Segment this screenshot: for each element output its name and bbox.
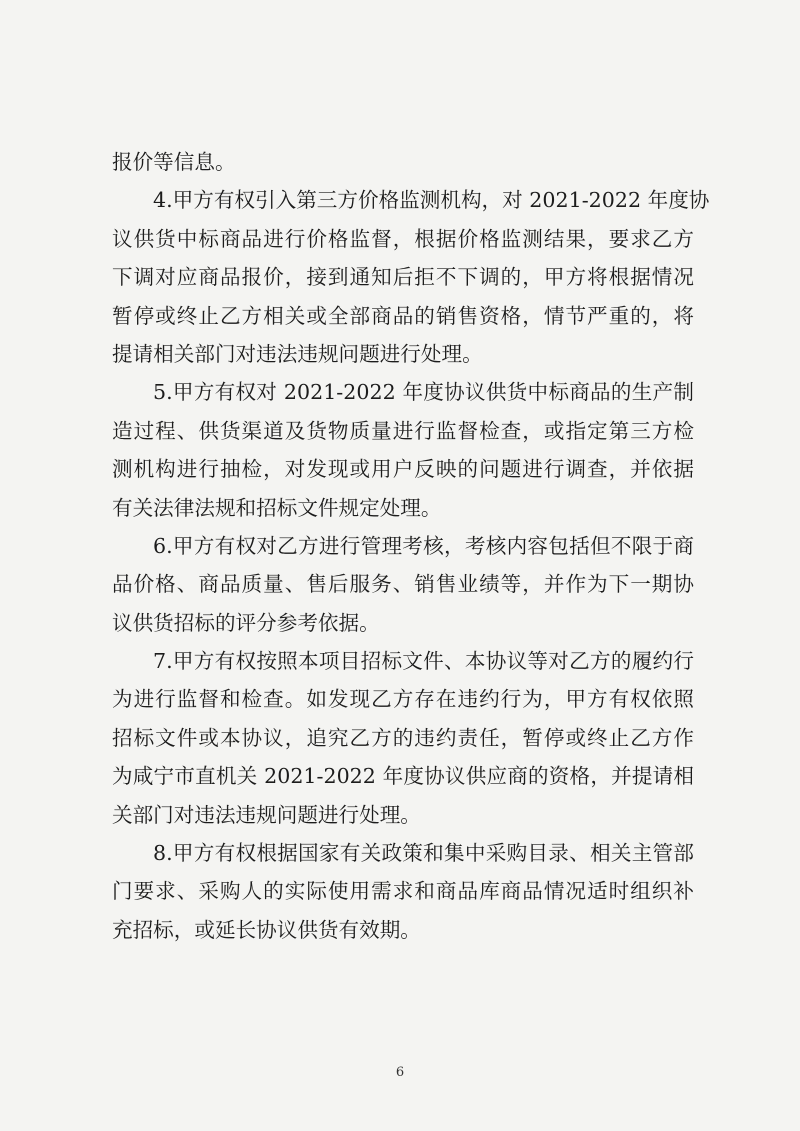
text-line: 为咸宁市直机关 2021-2022 年度协议供应商的资格，并提请相 <box>112 764 694 789</box>
text-line: 有关法律法规和招标文件规定处理。 <box>112 495 442 520</box>
body-text <box>112 143 710 949</box>
text-line: 门要求、采购人的实际使用需求和商品库商品情况适时组织补 <box>112 879 694 904</box>
text-line: 5.甲方有权对 2021-2022 年度协议供货中标商品的生产制 <box>153 380 694 405</box>
text-line: 提请相关部门对违法违规问题进行处理。 <box>112 341 483 366</box>
text-line: 议供货中标商品进行价格监督，根据价格监测结果，要求乙方 <box>112 226 694 251</box>
text-line: 8.甲方有权根据国家有关政策和集中采购目录、相关主管部 <box>153 841 694 866</box>
text-line: 7.甲方有权按照本项目招标文件、本协议等对乙方的履约行 <box>153 649 694 674</box>
text-line: 测机构进行抽检，对发现或用户反映的问题进行调查，并依据 <box>112 457 694 482</box>
text-line: 招标文件或本协议，追究乙方的违约责任，暂停或终止乙方作 <box>112 725 694 750</box>
text-line: 关部门对违法违规问题进行处理。 <box>112 802 421 827</box>
text-line: 下调对应商品报价，接到通知后拒不下调的，甲方将根据情况 <box>112 265 694 290</box>
text-line: 报价等信息。 <box>112 150 236 174</box>
text-line: 暂停或终止乙方相关或全部商品的销售资格，情节严重的，将 <box>112 303 694 328</box>
text-line: 4.甲方有权引入第三方价格监测机构，对 2021-2022 年度协 <box>153 188 710 213</box>
text-line: 造过程、供货渠道及货物质量进行监督检查，或指定第三方检 <box>112 418 694 443</box>
page-number: 6 <box>395 1065 405 1080</box>
text-line: 品价格、商品质量、售后服务、销售业绩等，并作为下一期协 <box>112 572 694 597</box>
text-line: 议供货招标的评分参考依据。 <box>112 610 380 635</box>
text-line: 为进行监督和检查。如发现乙方存在违约行为，甲方有权依照 <box>112 687 694 712</box>
text-line: 6.甲方有权对乙方进行管理考核，考核内容包括但不限于商 <box>153 533 694 558</box>
text-line: 充招标，或延长协议供货有效期。 <box>112 917 421 942</box>
